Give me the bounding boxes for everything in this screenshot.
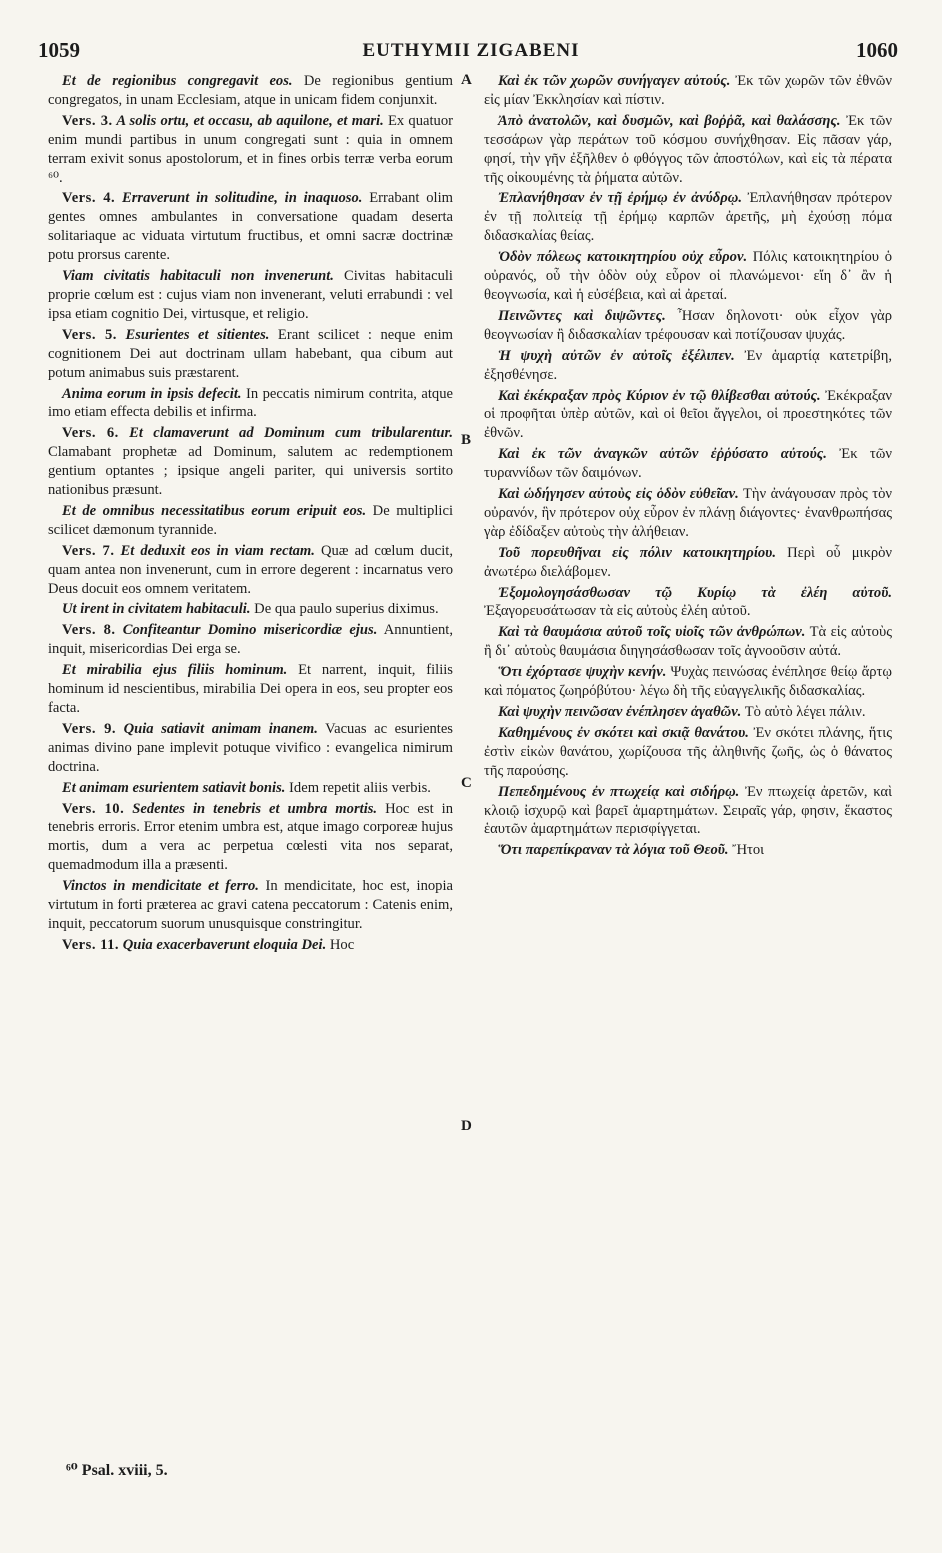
page-header [0, 38, 942, 68]
commentary-text: Τὰ εἰς αὐτοὺς ἢ δι᾽ αὐτοὺς θαυμάσια διηγησάσθωσαν τοῖς ἀγνοοῦσιν αὐτά. [484, 624, 892, 660]
lemma-text: Viam civitatis habitaculi non invenerunt. [62, 268, 334, 285]
lemma-text: Et deduxit eos in viam rectam. [114, 542, 315, 559]
greek-paragraph [484, 248, 892, 305]
commentary-text: Ἐν ἁμαρτίᾳ κατετρίβη, ἐξησθένησε. [484, 347, 892, 383]
commentary-text: Et narrent, inquit, filiis hominum id nescientibus, mirabilia Dei opera in eos, seu propter eos facta. [48, 662, 453, 716]
commentary-text: Περὶ οὗ μικρὸν ἀνωτέρω διελάβομεν. [484, 544, 892, 580]
greek-paragraph [484, 663, 892, 701]
verse-label: Vers. 11. [62, 936, 120, 953]
commentary-text: De qua paulo superius diximus. [250, 601, 439, 618]
greek-paragraph [484, 724, 892, 781]
commentary-text: Clamabant prophetæ ad Dominum, salutem ac redemptionem gentium optantes ; ipsique angeli pariter, qui universis sortito nationibus præsunt. [48, 444, 453, 499]
commentary-text: In mendicitate, hoc est, inopia virtutum in forti præterea ac gravi catena peccatorum : Catenis enim, inquit, peccatorum suorum unusquisque constringitur. [48, 878, 453, 932]
greek-paragraph [484, 445, 892, 483]
latin-paragraph [48, 600, 453, 619]
verse-label: Vers. 7. [62, 542, 115, 559]
greek-paragraph [484, 841, 892, 860]
commentary-text: Ἤτοι [728, 842, 765, 859]
latin-paragraph [48, 720, 453, 777]
lemma-text: Καθημένους ἐν σκότει καὶ σκιᾷ θανάτου. [498, 724, 749, 741]
commentary-text: De multiplici scilicet dæmonum tyrannide. [48, 502, 453, 538]
greek-paragraph [484, 72, 892, 110]
lemma-text: Esurientes et sitientes. [116, 326, 270, 343]
lemma-text: Et de omnibus necessitatibus eorum eripuit eos. [62, 502, 367, 519]
lemma-text: Καὶ ἐκέκραξαν πρὸς Κύριον ἐν τῷ θλίβεσθαι αὐτούς. [498, 387, 821, 404]
lemma-text: Vinctos in mendicitate et ferro. [62, 878, 259, 895]
commentary-text: Erant scilicet : neque enim cognitionem Dei aut doctrinam ullam habebant, qua cibum aut potum animabus suis præstarent. [48, 326, 454, 381]
commentary-text: Hoc est in tenebris erroris. Error etenim umbra est, atque imago corporeæ hujus mortis, dum a vera ac perpetua cœlesti vita nos separat, quemadmodum illa a præsenti. [48, 800, 453, 874]
latin-paragraph [48, 267, 453, 324]
commentary-text: Idem repetit aliis verbis. [285, 779, 431, 796]
commentary-text: Ἐν σκότει πλάνης, ἥτις ἐστὶν εἰκὼν θανάτου, χωρίζουσα τῆς ἀληθινῆς ζωῆς, ὡς ὁ θάνατος τῆς παρούσης. [484, 724, 892, 779]
latin-paragraph [48, 877, 453, 934]
commentary-text: Vacuas ac esurientes animas divino pane implevit potuque vivifico : evangelica nimirum doctrina. [48, 720, 453, 775]
verse-label: Vers. 10. [62, 800, 125, 817]
latin-paragraph [48, 424, 453, 500]
greek-paragraph [484, 703, 892, 722]
commentary-text: Τὴν ἀνάγουσαν πρὸς τὸν οὐρανόν, ἣν πρότερον οὐχ εὗρον ἐν πλάνῃ διάγοντες· ἐνανθρωπήσας γὰρ ἐδίδαξεν αὐτοὺς τὴν ἀλήθειαν. [484, 486, 893, 540]
greek-paragraph [484, 623, 892, 661]
lemma-text: Ut irent in civitatem habitaculi. [62, 601, 251, 618]
page-number-right: 1060 [856, 38, 898, 62]
lemma-text: Sedentes in tenebris et umbra mortis. [124, 800, 378, 817]
lemma-text: Et mirabilia ejus filiis hominum. [62, 662, 288, 679]
latin-paragraph [48, 326, 453, 383]
commentary-text: Ἐκ τῶν χωρῶν τῶν ἐθνῶν εἰς μίαν Ἐκκλησίαν καὶ πίστιν. [484, 73, 893, 108]
margin-letter-d: D [461, 1118, 472, 1134]
latin-paragraph [48, 936, 453, 955]
lemma-text: Ὅτι παρεπίκραναν τὰ λόγια τοῦ Θεοῦ. [498, 842, 729, 859]
commentary-text: Ἦσαν δηλονοτι· οὐκ εἶχον γὰρ θεογνωσίαν ἢ διδασκαλίαν τρέφουσαν καὶ ποτίζουσαν ψυχάς. [484, 307, 892, 343]
margin-letter-c: C [461, 775, 472, 791]
verse-label: Vers. 8. [62, 622, 116, 639]
commentary-text: Errabant olim gentes omnes ambulantes in conversatione quadam deserta solitariaque ac viduata virtutum fructibus, et omni sacræ doctrinæ potu prorsus carente. [48, 190, 453, 264]
commentary-text: Πόλις κατοικητηρίου ὁ οὐρανός, οὗ τὴν ὁδὸν οὐχ εὗρον οἱ πλανώμενοι· εἴη δ᾽ ἂν ἡ θεογνωσία, καὶ ἡ εὐσέβεια, καὶ αἱ ἀρεταί. [484, 249, 892, 303]
verse-label: Vers. 6. [62, 425, 119, 442]
greek-paragraph [484, 783, 892, 840]
lemma-text: Ἐξομολογησάσθωσαν τῷ Κυρίῳ τὰ ἐλέη αὐτοῦ. [498, 584, 892, 601]
latin-column [48, 72, 453, 957]
lemma-text: Confiteantur Domino misericordiæ ejus. [115, 622, 378, 639]
lemma-text: Quia exacerbaverunt eloquia Dei. [119, 936, 327, 953]
commentary-text: Ψυχὰς πεινώσας ἐνέπλησε θείῳ ἄρτῳ καὶ πόματος ζωηρόβύτου· λέγω δὴ τῆς εὐαγγελικῆς διδασκαλίας. [484, 664, 892, 700]
greek-paragraph [484, 485, 892, 542]
commentary-text: Ἐν πτωχείᾳ ἀρετῶν, καὶ κλοιῷ ἰσχυρῷ καὶ βαρεῖ ἁμαρτημάτων. Σειραῖς γάρ, φησιν, ἕκαστος ἑαυτῶν ἁμαρτημάτων περισφίγγεται. [484, 783, 893, 838]
commentary-text: Hoc [326, 936, 355, 953]
greek-paragraph [484, 584, 892, 622]
commentary-text: Ἐπλανήθησαν πρότερον ἐν τῇ πολιτείᾳ τῇ ἐρήμῳ καρπῶν ἀρετῆς, μὴ ἐχούσῃ πόμα διδασκαλίας θείας. [484, 190, 893, 245]
lemma-text: Καὶ ψυχὴν πεινῶσαν ἐνέπλησεν ἀγαθῶν. [498, 704, 742, 720]
latin-paragraph [48, 385, 453, 423]
commentary-text: Ex quatuor enim mundi partibus in unum congregati sunt : quia in omnem terram exivit sonus apostolorum, et in fines orbis terræ verba eorum ⁶⁰. [48, 112, 454, 186]
lemma-text: Ὅτι ἐχόρτασε ψυχὴν κενήν. [498, 664, 667, 681]
verse-label: Vers. 5. [62, 326, 117, 343]
latin-paragraph [48, 72, 453, 110]
latin-paragraph [48, 800, 453, 876]
lemma-text: Anima eorum in ipsis defecit. [62, 385, 242, 402]
latin-paragraph [48, 502, 453, 540]
lemma-text: Καὶ ἐκ τῶν χωρῶν συνήγαγεν αὐτούς. [498, 73, 731, 89]
lemma-text: Τοῦ πορευθῆναι εἰς πόλιν κατοικητηρίου. [498, 544, 776, 561]
commentary-text: In peccatis nimirum contrita, atque imo etiam effecta debilis et infirma. [48, 385, 453, 421]
commentary-text: Civitas habitaculi proprie cœlum est : cujus viam non invenerant, veluti errabundi : vel ipsa etiam cognitio Dei, virtusque, et religio. [48, 268, 453, 322]
commentary-text: Ἐκ τῶν τεσσάρων γὰρ περάτων τοῦ κόσμου συνήχθησαν. Εἰς πᾶσαν γάρ, φησί, τὴν γῆν ἐξῆλθεν ὁ φθόγγος τῶν ἀποστόλων, καὶ εἰς τὰ πέρατα τῆς οἰκουμένης τὰ ῥήματα αὐτῶν. [484, 112, 892, 186]
greek-paragraph [484, 347, 892, 385]
greek-paragraph [484, 307, 892, 345]
commentary-text: Ἐκέκραξαν οἱ προφῆται ὑπὲρ αὐτῶν, καὶ οἱ θεῖοι ἄγγελοι, οἱ προεστηκότες τῶν ἐθνῶν. [484, 387, 892, 442]
greek-paragraph [484, 112, 892, 188]
footnote: ⁶⁰ Psal. xviii, 5. [66, 1462, 168, 1479]
latin-paragraph [48, 542, 453, 599]
latin-paragraph [48, 621, 453, 659]
verse-label: Vers. 4. [62, 190, 116, 207]
commentary-text: De regionibus gentium congregatos, in unam Ecclesiam, atque in unicam fidem conjunxit. [48, 73, 453, 108]
page-number-left: 1059 [38, 38, 80, 62]
lemma-text: Et clamaverunt ad Dominum cum tribularentur. [118, 425, 454, 442]
commentary-text: Annuntient, inquit, misericordias Dei erga se. [48, 622, 454, 658]
latin-paragraph [48, 779, 453, 798]
latin-paragraph [48, 189, 453, 265]
lemma-text: Quia satiavit animam inanem. [116, 720, 318, 737]
latin-paragraph [48, 112, 453, 188]
lemma-text: Ἀπὸ ἀνατολῶν, καὶ δυσμῶν, καὶ βοῤῥᾶ, καὶ θαλάσσης. [498, 112, 841, 129]
lemma-text: Πεπεδημένους ἐν πτωχείᾳ καὶ σιδήρῳ. [498, 783, 740, 800]
greek-paragraph [484, 189, 892, 246]
lemma-text: Ἡ ψυχὴ αὐτῶν ἐν αὐτοῖς ἐξέλιπεν. [498, 347, 735, 364]
lemma-text: Καὶ ὡδήγησεν αὐτοὺς εἰς ὁδὸν εὐθεῖαν. [498, 486, 739, 503]
verse-label: Vers. 9. [62, 720, 117, 737]
commentary-text: Quæ ad cœlum ducit, quam antea non invenerunt, cum in errore degerent : incarnatus vero Deus docuit eos omnem veritatem. [48, 542, 453, 597]
lemma-text: Πεινῶντες καὶ διψῶντες. [498, 307, 666, 324]
margin-letter-a: A [461, 72, 472, 88]
lemma-text: A solis ortu, et occasu, ab aquilone, et mari. [112, 112, 384, 129]
lemma-text: Καὶ τὰ θαυμάσια αὐτοῦ τοῖς υἱοῖς τῶν ἀνθρώπων. [498, 624, 806, 641]
latin-paragraph [48, 661, 453, 718]
margin-letter-b: B [461, 432, 472, 448]
greek-paragraph [484, 387, 892, 444]
lemma-text: Ὁδὸν πόλεως κατοικητηρίου οὐχ εὗρον. [498, 249, 748, 266]
greek-paragraph [484, 544, 892, 582]
verse-label: Vers. 3. [62, 112, 113, 129]
lemma-text: Καὶ ἐκ τῶν ἀναγκῶν αὐτῶν ἐῤῥύσατο αὐτούς. [498, 446, 827, 463]
lemma-text: Et de regionibus congregavit eos. [62, 73, 293, 89]
commentary-text: Ἐκ τῶν τυραννίδων τῶν δαιμόνων. [484, 446, 892, 482]
lemma-text: Ἐπλανήθησαν ἐν τῇ ἐρήμῳ ἐν ἀνύδρῳ. [498, 190, 742, 207]
commentary-text: Ἐξαγορευσάτωσαν τὰ εἰς αὐτοὺς ἐλέη αὐτοῦ. [484, 603, 751, 620]
running-title: EUTHYMII ZIGABENI [362, 40, 580, 61]
lemma-text: Erraverunt in solitudine, in inaquoso. [115, 190, 363, 207]
commentary-text: Τὸ αὐτὸ λέγει πάλιν. [741, 704, 866, 720]
lemma-text: Et animam esurientem satiavit bonis. [62, 779, 286, 796]
greek-column [484, 72, 892, 862]
